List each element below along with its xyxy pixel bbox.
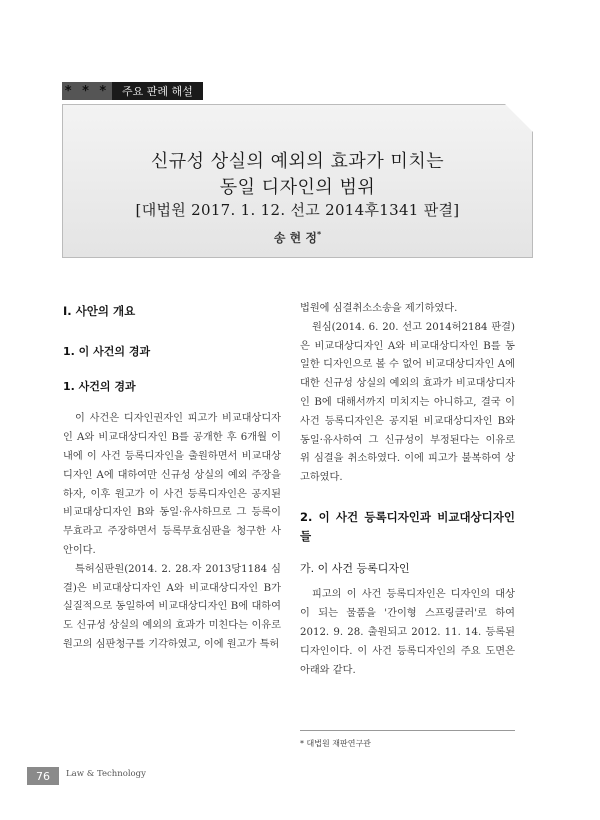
journal-name: Law & Technology [66, 769, 146, 779]
footnote-divider [300, 730, 515, 731]
paragraph: 원심(2014. 6. 20. 선고 2014허2184 판결)은 비교대상디자인 A와 비교대상디자인 B를 동일한 디자인으로 볼 수 없어 비교대상디자인 A에 대한 신규성 상실의 예외의 효과가 비교대상디자인 B에 대해서까지 미치지는 아니하고, 결국 이 사건 등록디자인은 공지된 비교대상디자인 B와 동일·유사하여 그 신규성이 부정된다는 이유로 위 심결을 취소하였다. 이에 피고가 불복하여 상고하였다. [300, 321, 515, 484]
section-label: 주요 판례 해설 [112, 82, 203, 100]
section-header [62, 82, 203, 100]
title-line-2: 동일 디자인의 범위 [219, 177, 376, 198]
author-name: 송 현 정 [273, 231, 317, 245]
case-citation: [대법원 2017. 1. 12. 선고 2014후1341 판결] [135, 201, 460, 219]
right-column [300, 300, 515, 680]
footnote: * 대법원 재판연구관 [300, 739, 371, 748]
left-column [63, 300, 281, 655]
subsection-heading-1: 1. 이 사건의 경과 [63, 344, 151, 358]
subsection-heading-2: 1. 사건의 경과 [63, 379, 136, 393]
title-line-1: 신규성 상실의 예외의 효과가 미치는 [150, 151, 445, 172]
title-box-folded-corner [505, 104, 533, 132]
author [63, 229, 532, 246]
paragraph: 법원에 심결취소소송을 제기하였다. [300, 303, 458, 314]
section-heading-2: 2. 이 사건 등록디자인과 비교대상디자인들 [300, 509, 515, 543]
stars-mark: * * * [62, 82, 112, 100]
paragraph: 특허심판원(2014. 2. 28.자 2013당1184 심결)은 비교대상디자인 A와 비교대상디자인 B가 실질적으로 동일하여 비교대상디자인 B에 대하여도 신규성 상실의 예외의 효과가 미친다는 이유로 원고의 심판청구를 기각하였고, 이에 원고가 특허 [63, 563, 281, 650]
title-box [62, 104, 533, 258]
paragraph: 이 사건은 디자인권자인 피고가 비교대상디자인 A와 비교대상디자인 B를 공개한 후 6개월 이내에 이 사건 등록디자인을 출원하면서 비교대상디자인 A에 대하여만 신규성 상실의 예외 주장을 하자, 이후 원고가 이 사건 등록디자인은 공지된 비교대상디자인 B와 동일·유사하므로 그 등록이 무효라고 주장하면서 등록무효심판을 청구한 사안이다. [63, 413, 281, 556]
page-number: 76 [27, 767, 59, 785]
paragraph: 피고의 이 사건 등록디자인은 디자인의 대상이 되는 물품을 '간이형 스프링클러'로 하여 2012. 9. 28. 출원되고 2012. 11. 14. 등록된 디자인이다. 이 사건 등록디자인의 주요 도면은 아래와 같다. [300, 589, 515, 676]
author-footnote-mark: * [316, 230, 322, 239]
subsection-heading-3: 가. 이 사건 등록디자인 [300, 561, 410, 575]
section-heading-1: I. 사안의 개요 [63, 304, 136, 318]
